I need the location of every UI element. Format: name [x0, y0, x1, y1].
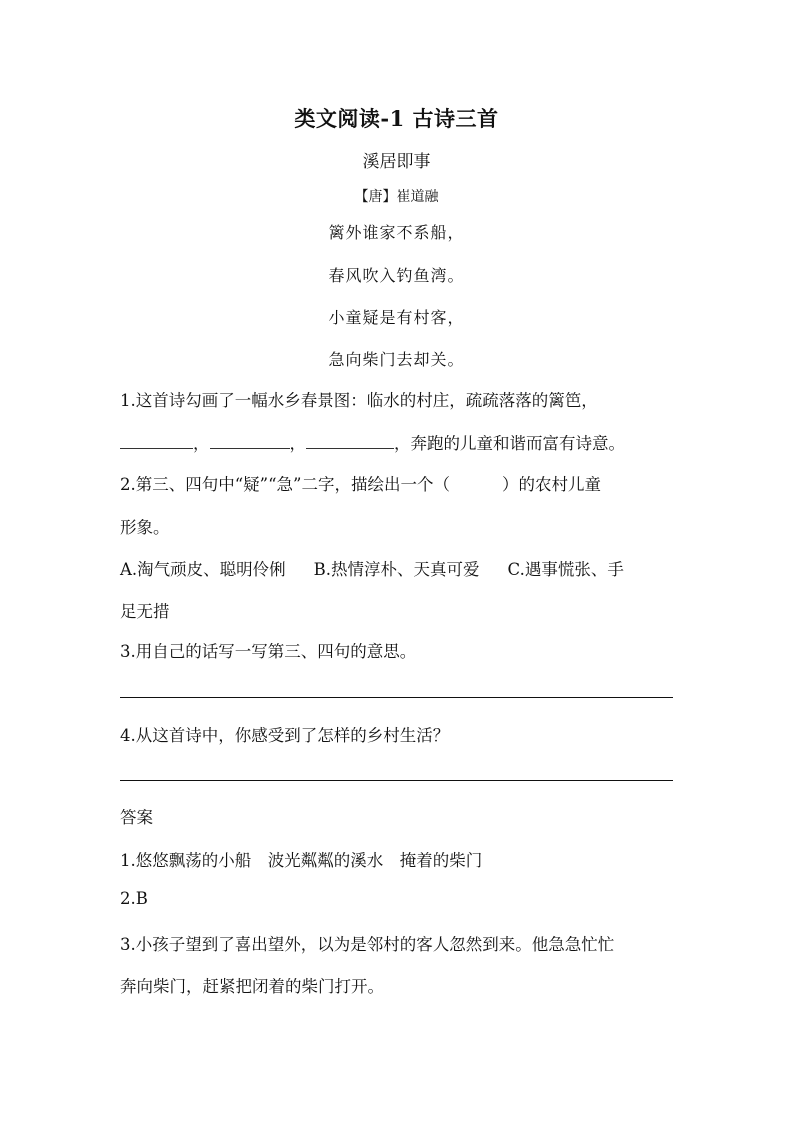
question-2-text-b: ）的农村儿童	[501, 475, 601, 494]
question-2-options	[120, 556, 624, 580]
answer-3: 3.小孩子望到了喜出望外，以为是邻村的客人忽然到来。他急急忙忙	[120, 935, 615, 954]
poem-line: 急向柴门去却关。	[328, 350, 465, 369]
question-4-text: 4.从这首诗中，你感受到了怎样的乡村生活？	[120, 726, 450, 745]
question-1-blanks	[120, 430, 625, 454]
answer-1: 1.悠悠飘荡的小船 波光粼粼的溪水 掩着的柴门	[120, 851, 483, 870]
answer-3-cont: 奔向柴门，赶紧把闭着的柴门打开。	[120, 977, 384, 996]
answer-2: 2.B	[120, 889, 148, 908]
poem-line: 篱外谁家不系船，	[328, 223, 465, 242]
option-a[interactable]: A.淘气顽皮、聪明伶俐	[120, 560, 286, 579]
comma: ，	[289, 434, 306, 453]
poem-author: 【唐】崔道融	[354, 189, 439, 205]
comma: ，	[193, 434, 210, 453]
question-2-text	[120, 471, 601, 495]
question-2-text-a: 2.第三、四句中“疑”“急”二字，描绘出一个（	[120, 475, 450, 494]
question-2-text-cont: 形象。	[120, 518, 170, 537]
option-b[interactable]: B.热情淳朴、天真可爱	[313, 560, 480, 579]
question-1-text: 1.这首诗勾画了一幅水乡春景图：临水的村庄，疏疏落落的篱笆，	[120, 391, 598, 410]
answer-blank-3[interactable]	[306, 434, 394, 449]
answer-blank-1[interactable]	[120, 434, 193, 449]
answer-line-4[interactable]	[120, 780, 673, 781]
answer-line-3[interactable]	[120, 697, 673, 698]
page-title: 类文阅读-1 古诗三首	[294, 106, 499, 131]
answer-blank-2[interactable]	[210, 434, 290, 449]
option-c-cont: 足无措	[120, 602, 170, 621]
poem-line: 小童疑是有村客，	[328, 308, 465, 327]
poem-title: 溪居即事	[362, 152, 431, 172]
answer-heading: 答案	[120, 808, 153, 827]
option-c[interactable]: C.遇事慌张、手	[507, 560, 624, 579]
question-3-text: 3.用自己的话写一写第三、四句的意思。	[120, 642, 417, 661]
poem-line: 春风吹入钓鱼湾。	[328, 266, 465, 285]
question-1-tail: ，奔跑的儿童和谐而富有诗意。	[394, 434, 625, 453]
